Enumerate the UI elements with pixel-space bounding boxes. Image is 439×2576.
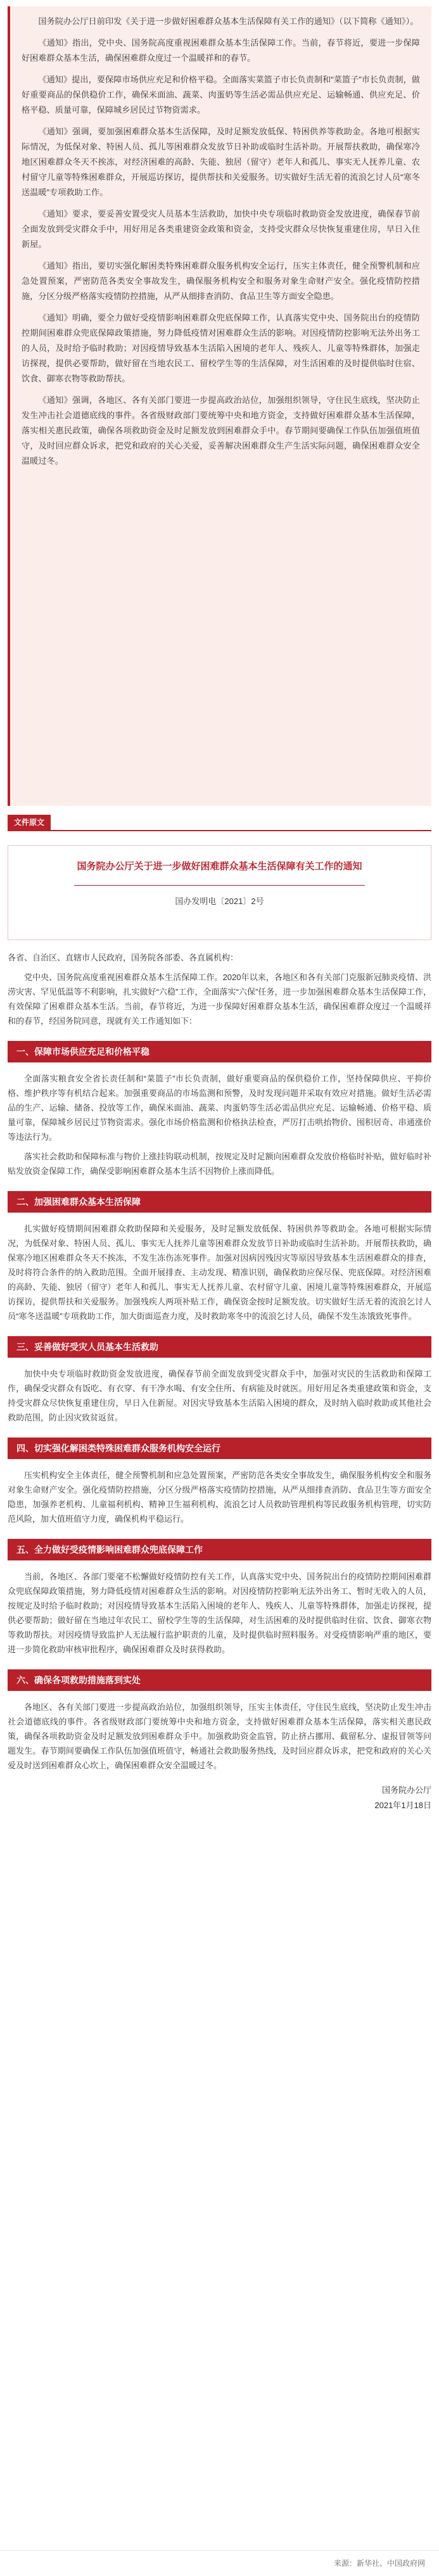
signature-org: 国务院办公厅 <box>381 1785 431 1795</box>
intro-paragraph: 党中央、国务院高度重视困难群众基本生活保障工作。2020年以来，各地区和各有关部门克服新冠肺炎疫情、洪涝灾害、罕见低温等不利影响，扎实做好“六稳”工作，全面落实“六保”任务，进一步加强困难群众基本生活保障工作，有效保障了困难群众基本生活。当前，春节将近，为进一步保障好困难群众基本生活，确保困难群众度过一个温暖祥和的春节，经国务院同意，现就有关工作通知如下： <box>8 972 431 1026</box>
summary-paragraph: 《通知》指出，党中央、国务院高度重视困难群众基本生活保障工作。当前，春节将近，要进一步保障好困难群众基本生活，确保困难群众度过一个温暖祥和的春节。 <box>22 38 420 63</box>
summary-paragraph: 《通知》强调，要加强困难群众基本生活保障，及时足额发放低保、特困供养等救助金。各地可根据实际情况，为低保对象、特困人员、孤儿等困难群众发放节日补助或临时生活补助。开展帮扶救助，确保寒冷地区困难群众冬天不挨冻，对经济困难的高龄、失能、独居（留守）老年人和孤儿、事实无人抚养儿童、农村留守儿童等特殊困难群众，开展巡访探访，提供帮扶和关爱服务。切实做好生活无着的流浪乞讨人员“寒冬送温暖”专项救助工作。 <box>22 127 420 197</box>
summary-paragraph: 《通知》指出，要切实强化解困类特殊困难群众服务机构安全运行，压实主体责任，健全预警机制和应急处置预案，严密防范各类安全事故发生，确保服务机构安全和服务对象生命财产安全。强化疫情防控措施，分区分级严格落实疫情防控措施，从严从细排查消防、食品卫生等方面安全隐患。 <box>22 261 420 301</box>
section-paragraph: 压实机构安全主体责任，健全预警机制和应急处置预案，严密防范各类安全事故发生，确保服务机构安全和服务对象生命财产安全。强化疫情防控措施，分区分级严格落实疫情防控措施，从严从细排查消防、食品卫生等方面安全隐患，加强养老机构、儿童福利机构、精神卫生福利机构、流浪乞讨人员救助管理机构等民政服务机构管理，切实防范风险，加大值班值守力度，确保机构平稳运行。 <box>8 1470 431 1524</box>
document-title: 国务院办公厅关于进一步做好困难群众基本生活保障有关工作的通知 <box>77 861 362 872</box>
summary-paragraph: 《通知》提出，要保障市场供应充足和价格平稳。全面落实菜篮子市长负责制和“菜篮子”市长负责制，做好重要商品的保供稳价工作，确保米面油、蔬菜、肉蛋奶等生活必需品供应充足、运输畅通、供应充足、价格平稳、质量可靠，保障城乡居民过节物资需求。 <box>22 75 420 115</box>
signature-block <box>8 1783 431 1813</box>
section-heading: 三、妥善做好受灾人员基本生活救助 <box>8 1336 431 1358</box>
document-header <box>8 845 431 940</box>
salutation: 各省、自治区、直辖市人民政府，国务院各部委、各直属机构： <box>8 953 239 962</box>
header-divider <box>74 885 365 886</box>
summary-box <box>8 6 431 806</box>
section-heading: 五、全力做好受疫情影响困难群众兜底保障工作 <box>8 1539 431 1560</box>
section-paragraph: 加快中央专项临时救助资金发放进度，确保春节前全面发放到受灾群众手中，加强对灾民的生活救助和保障工作，确保受灾群众有饭吃、有衣穿、有干净水喝、有安全住所、有病能及时就医。用好用足各类重建政策和资金，支持受灾群众尽快恢复重建住房，早日入住新屋。对因灾导致基本生活陷入困境的群众，及时纳入临时救助或其他社会救助范围，防止因灾致贫返贫。 <box>8 1369 431 1422</box>
section-paragraph: 全面落实粮食安全省长责任制和“菜篮子”市长负责制，做好重要商品的保供稳价工作，坚持保障供应、平抑价格、维护秩序等有机结合起来。加强重要商品的市场监测和预警，及时发现问题并采取有效应对措施。做好生活必需品的生产、运输、储备、投放等工作，确保米面油、蔬菜、肉蛋奶等生活必需品供应充足、运输畅通、价格平稳、质量可靠，保障城乡居民过节物资需求。强化市场价格监测和价格执法检查，严厉打击哄抬物价、囤积居奇、串通涨价等违法行为。 <box>8 1074 431 1142</box>
section-paragraph: 落实社会救助和保障标准与物价上涨挂钩联动机制，按规定及时足额向困难群众发放价格临时补贴，做好临时补贴发放资金保障工作，确保受影响困难群众基本生活不因物价上涨而降低。 <box>8 1152 431 1176</box>
document-body <box>8 950 431 1813</box>
file-tag-bar <box>8 815 431 831</box>
section-paragraph: 扎实做好疫情期间困难群众救助保障和关爱服务，及时足额发放低保、特困供养等救助金。各地可根据实际情况，为低保对象、特困人员、孤儿、事实无人抚养儿童等困难群众发放节日补助或临时生活补助。开展帮扶救助，确保寒冷地区困难群众冬天不挨冻，不发生冻伤冻死事件。加强对因病因残因灾等原因导致基本生活困难群众的排查，及时将符合条件的纳入救助范围。全面开展排查、主动发现、精准识别，确保救助应保尽保、兜底保障。对经济困难的高龄、失能、独居（留守）老年人和孤儿、事实无人抚养儿童、农村留守儿童、困境儿童等特殊困难群众，开展巡访探访，提供帮扶和关爱服务。加强残疾人两项补贴工作，确保资金按时足额发放。切实做好生活无着的流浪乞讨人员“寒冬送温暖”专项救助工作，加大街面巡查力度，及时救助寒冬中的流浪乞讨人员，确保不发生冻饿致死事件。 <box>8 1224 431 1321</box>
document-number: 国办发明电〔2021〕2号 <box>175 896 264 906</box>
section-paragraph: 各地区、各有关部门要进一步提高政治站位，加强组织领导，压实主体责任，守住民生底线，坚决防止发生冲击社会道德底线的事件。各省级财政部门要统筹中央和地方资金，支持做好困难群众基本生活保障，落实相关惠民政策，确保各项救助资金及时足额发放到困难群众手中。加强救助资金监管，防止挤占挪用、截留私分、虚报冒领等问题发生。春节期间要确保工作队伍加强值班值守，畅通社会救助服务热线，及时回应群众诉求，把党和政府的关心关爱及时送到困难群众心坎上，确保困难群众安全温暖过冬。 <box>8 1702 431 1770</box>
section-paragraph: 当前，各地区、各部门要毫不松懈做好疫情防控有关工作，认真落实党中央、国务院出台的疫情防控期间困难群众兜底保障政策措施，努力降低疫情对困难群众生活的影响。对因疫情防控影响无法外出务工、暂时无收入的人员，按规定及时给予临时救助；对因疫情导致基本生活陷入困境的老年人、残疾人、儿童等特殊群体，加强走访探视，提供必要帮助；做好留在当地过年农民工、留校学生等的生活保障，对生活困难的及时提供临时住宿、饮食、御寒衣物等救助帮扶。对因疫情导致监护人无法履行监护职责的儿童，及时提供临时照料服务。对受疫情影响严重的地区，要进一步简化救助审核审批程序，确保困难群众及时获得救助。 <box>8 1572 431 1654</box>
file-tag: 文件原文 <box>8 815 51 830</box>
footer-credit: 来源：新华社、中国政府网 <box>0 2550 439 2576</box>
section-heading: 六、确保各项救助措施落到实处 <box>8 1669 431 1691</box>
summary-paragraph: 《通知》要求，要妥善安置受灾人员基本生活救助，加快中央专项临时救助资金发放进度，确保春节前全面发放到受灾群众手中，用好用足各类重建资金政策和资金，支持受灾群众尽快恢复重建住房，早日入住新屋。 <box>22 209 420 249</box>
summary-paragraph: 《通知》明确，要全力做好受疫情影响困难群众兜底保障工作，认真落实党中央、国务院出台的疫情防控期间困难群众兜底保障政策措施，努力降低疫情对困难群众生活的影响。对因疫情防控影响无法外出务工的人员，及时给予临时救助；对因疫情导致基本生活陷入困境的老年人、残疾人、儿童等特殊群体，加强走访探视，提供必要帮助，做好留在当地农民工、留校学生等的生活保障，对生活困难的及时提供临时住宿、饮食、御寒衣物等救助帮扶。 <box>22 313 420 383</box>
section-heading: 二、加强困难群众基本生活保障 <box>8 1191 431 1213</box>
section-heading: 四、切实强化解困类特殊困难群众服务机构安全运行 <box>8 1438 431 1459</box>
summary-paragraph: 《通知》强调，各地区、各有关部门要进一步提高政治站位，加强组织领导，守住民生底线，坚决防止发生冲击社会道德底线的事件。各省级财政部门要统筹中央和地方资金，支持做好困难群众基本生活保障，落实相关惠民政策，确保各项救助资金及时足额发放到困难群众手中。春节期间要确保工作队伍加强值班值守，及时回应群众诉求，把党和政府的关心关爱，妥善解决困难群众生产生活实际问题，确保困难群众安全温暖过冬。 <box>22 395 420 466</box>
article-page <box>0 6 439 2576</box>
summary-paragraph: 国务院办公厅日前印发《关于进一步做好困难群众基本生活保障有关工作的通知》（以下简称《通知》）。 <box>38 16 419 26</box>
section-heading: 一、保障市场供应充足和价格平稳 <box>8 1041 431 1062</box>
signature-date: 2021年1月18日 <box>374 1801 431 1810</box>
